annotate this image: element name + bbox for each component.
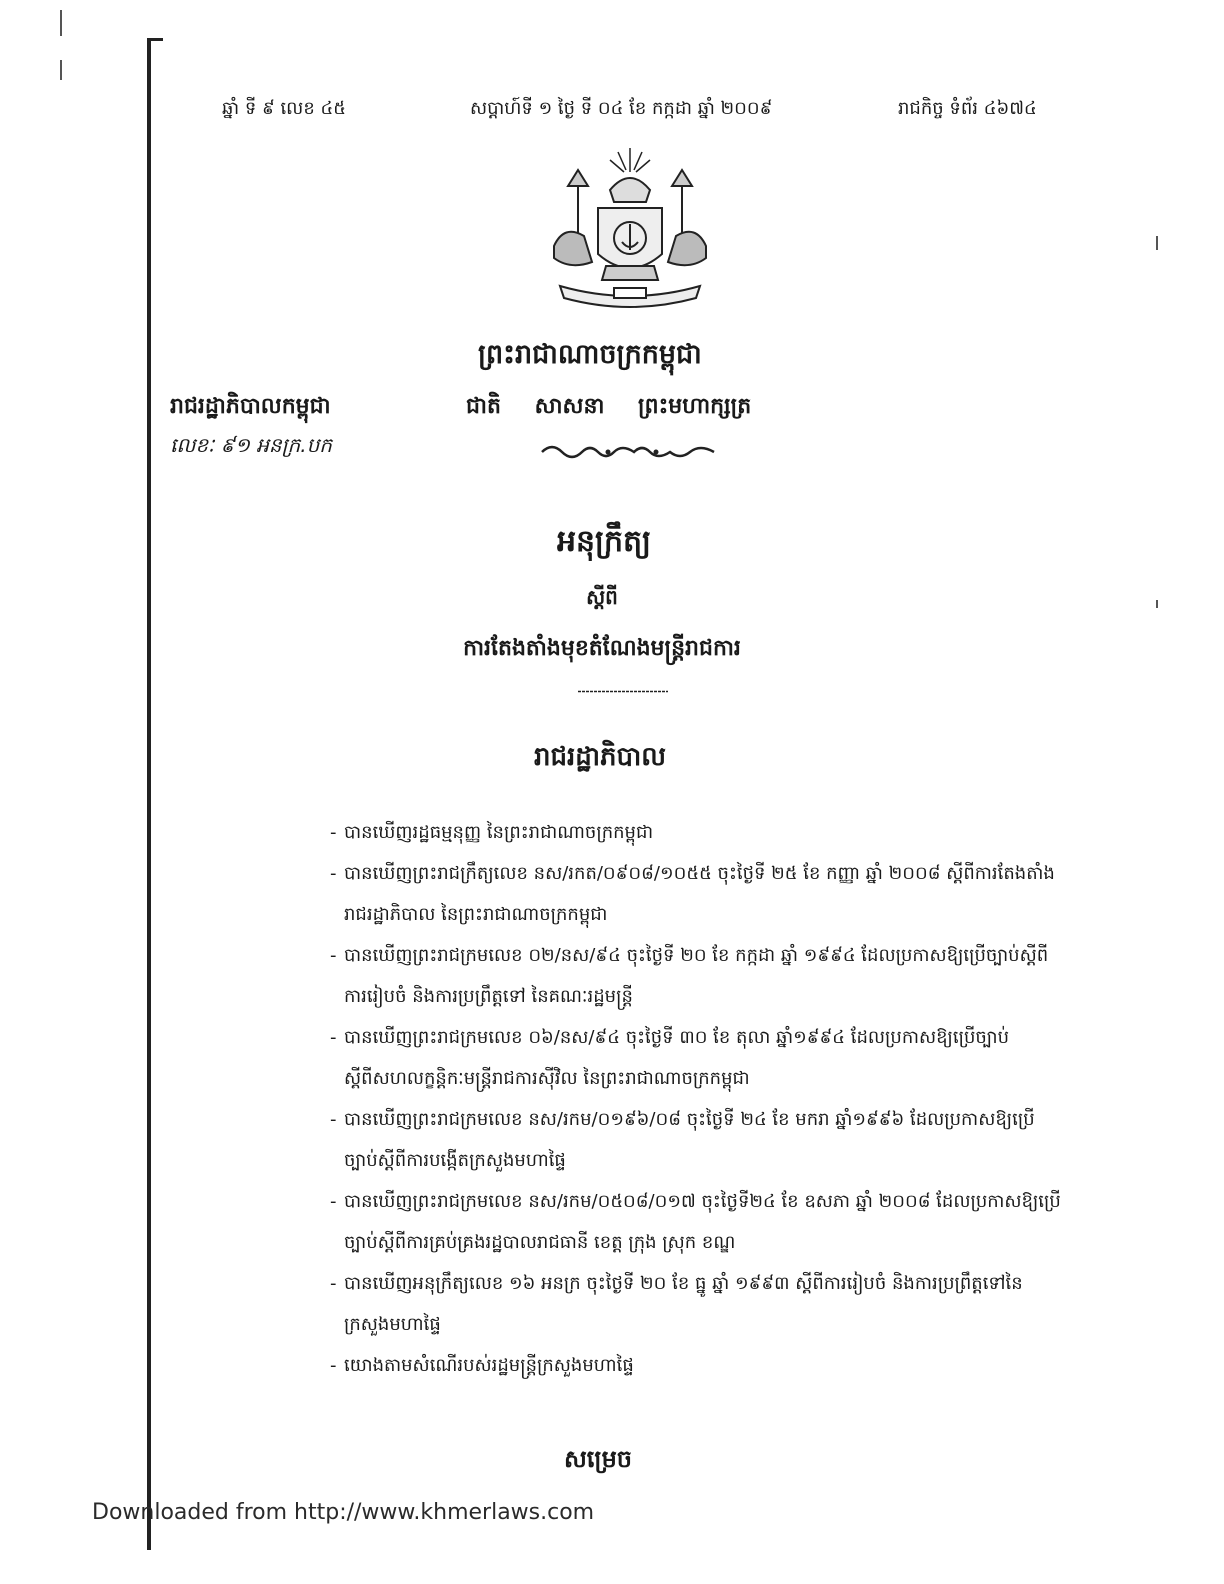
list-item: - បានឃើញព្រះរាជក្រមលេខ ០២/នស/៩៤ ចុះថ្ងៃទី ២០ ខែ កក្កដា ឆ្នាំ ១៩៩៤ ដែលប្រកាសឱ្យប្រើច្បាប់ស្តីពីការរៀបចំ និងការប្រព្រឹត្តទៅ នៃគណៈរដ្ឋមន្ត្រី <box>330 935 1065 1017</box>
list-item: - បានឃើញព្រះរាជក្រឹត្យលេខ នស/រកត/០៩០៨/១០៥៥ ចុះថ្ងៃទី ២៥ ខែ កញ្ញា ឆ្នាំ ២០០៨ ស្តីពីការតែងតាំងរាជរដ្ឋាភិបាល នៃព្រះរាជាណាចក្រកម្ពុជា <box>330 853 1065 935</box>
list-item: - បានឃើញព្រះរាជក្រមលេខ ០៦/នស/៩៤ ចុះថ្ងៃទី ៣០ ខែ តុលា ឆ្នាំ១៩៩៤ ដែលប្រកាសឱ្យប្រើច្បាប់ស្តីពីសហលក្ខន្តិកៈមន្ត្រីរាជការស៊ីវិល នៃព្រះរាជាណាចក្រកម្ពុជា <box>330 1017 1065 1099</box>
recital-text: បានឃើញព្រះរាជក្រមលេខ នស/រកម/០១៩៦/០៨ ចុះថ្ងៃទី ២៤ ខែ មករា ឆ្នាំ១៩៩៦ ដែលប្រកាសឱ្យប្រើច្បាប់ស្តីពីការបង្កើតក្រសួងមហាផ្ទៃ <box>344 1109 1035 1171</box>
recital-text: បានឃើញព្រះរាជក្រមលេខ ០២/នស/៩៤ ចុះថ្ងៃទី ២០ ខែ កក្កដា ឆ្នាំ ១៩៩៤ ដែលប្រកាសឱ្យប្រើច្បាប់ស្តីពីការរៀបចំ និងការប្រព្រឹត្តទៅ នៃគណៈរដ្ឋមន្ត្រី <box>344 945 1049 1007</box>
left-margin-line <box>147 38 151 1550</box>
list-item: - បានឃើញរដ្ឋធម្មនុញ្ញ នៃព្រះរាជាណាចក្រកម្ពុជា <box>330 812 1065 853</box>
title-on-label: ស្តីពី <box>586 585 618 609</box>
list-item: - យោងតាមសំណើរបស់រដ្ឋមន្ត្រីក្រសួងមហាផ្ទៃ <box>330 1345 1065 1386</box>
recital-text: បានឃើញព្រះរាជក្រឹត្យលេខ នស/រកត/០៩០៨/១០៥៥ ចុះថ្ងៃទី ២៥ ខែ កញ្ញា ឆ្នាំ ២០០៨ ស្តីពីការតែងតាំងរាជរដ្ឋាភិបាល នៃព្រះរាជាណាចក្រកម្ពុជា <box>344 863 1055 925</box>
decision-heading: សម្រេច <box>563 1445 633 1473</box>
ornamental-flourish-icon <box>538 440 718 462</box>
recital-text: បានឃើញព្រះរាជក្រមលេខ ០៦/នស/៩៤ ចុះថ្ងៃទី ៣០ ខែ តុលា ឆ្នាំ១៩៩៤ ដែលប្រកាសឱ្យប្រើច្បាប់ស្តីពីសហលក្ខន្តិកៈមន្ត្រីរាជការស៊ីវិល នៃព្រះរាជាណាចក្រកម្ពុជា <box>344 1027 1010 1089</box>
kingdom-name: ព្រះរាជាណាចក្រកម្ពុជា <box>478 339 702 370</box>
decree-reference-number: លេខៈ ៩១ អនក្រ.បក <box>170 433 332 457</box>
recitals-list <box>330 812 1065 1386</box>
government-heading: រាជរដ្ឋាភិបាល <box>533 742 667 772</box>
download-source-footer: Downloaded from http://www.khmerlaws.com <box>92 1500 595 1525</box>
gazette-week-date: សប្តាហ៍ទី ១ ថ្ងៃ ទី ០៤ ខែ កក្កដា ឆ្នាំ ២០០៩ <box>470 98 773 119</box>
recital-text: យោងតាមសំណើរបស់រដ្ឋមន្ត្រីក្រសួងមហាផ្ទៃ <box>344 1355 634 1376</box>
gazette-page-number: រាជកិច្ច ទំព័រ ៤៦៧៤ <box>898 98 1037 119</box>
recital-text: បានឃើញអនុក្រឹត្យលេខ ១៦ អនក្រ ចុះថ្ងៃទី ២០ ខែ ធ្នូ ឆ្នាំ ១៩៩៣ ស្តីពីការរៀបចំ និងការប្រព្រឹត្តទៅនៃក្រសួងមហាផ្ទៃ <box>344 1273 1023 1335</box>
document-type-title: អនុក្រឹត្យ <box>556 524 652 559</box>
issuing-authority: រាជរដ្ឋាភិបាលកម្ពុជា <box>170 394 331 419</box>
gazette-year-issue: ឆ្នាំ ទី ៩ លេខ ៤៥ <box>222 98 346 119</box>
list-item: - បានឃើញអនុក្រឹត្យលេខ ១៦ អនក្រ ចុះថ្ងៃទី ២០ ខែ ធ្នូ ឆ្នាំ ១៩៩៣ ស្តីពីការរៀបចំ និងការប្រព្រឹត្តទៅនៃក្រសួងមហាផ្ទៃ <box>330 1263 1065 1345</box>
decree-subject: ការតែងតាំងមុខតំណែងមន្ត្រីរាជការ <box>463 636 741 661</box>
list-item: - បានឃើញព្រះរាជក្រមលេខ នស/រកម/០៥០៨/០១៧ ចុះថ្ងៃទី២៤ ខែ ឧសភា ឆ្នាំ ២០០៨ ដែលប្រកាសឱ្យប្រើច្បាប់ស្តីពីការគ្រប់គ្រងរដ្ឋបាលរាជធានី ខេត្ត ក្រុង ស្រុក ខណ្ឌ <box>330 1181 1065 1263</box>
margin-tick <box>147 38 163 41</box>
royal-coat-of-arms-icon <box>540 146 720 316</box>
recital-text: បានឃើញព្រះរាជក្រមលេខ នស/រកម/០៥០៨/០១៧ ចុះថ្ងៃទី២៤ ខែ ឧសភា ឆ្នាំ ២០០៨ ដែលប្រកាសឱ្យប្រើច្បាប់ស្តីពីការគ្រប់គ្រងរដ្ឋបាលរាជធានី ខេត្ត ក្រុង ស្រុក ខណ្ឌ <box>344 1191 1061 1253</box>
subject-divider <box>578 690 668 693</box>
recital-text: បានឃើញរដ្ឋធម្មនុញ្ញ នៃព្រះរាជាណាចក្រកម្ពុជា <box>344 822 654 843</box>
national-motto: ជាតិ សាសនា ព្រះមហាក្សត្រ <box>466 394 752 419</box>
list-item: - បានឃើញព្រះរាជក្រមលេខ នស/រកម/០១៩៦/០៨ ចុះថ្ងៃទី ២៤ ខែ មករា ឆ្នាំ១៩៩៦ ដែលប្រកាសឱ្យប្រើច្បាប់ស្តីពីការបង្កើតក្រសួងមហាផ្ទៃ <box>330 1099 1065 1181</box>
